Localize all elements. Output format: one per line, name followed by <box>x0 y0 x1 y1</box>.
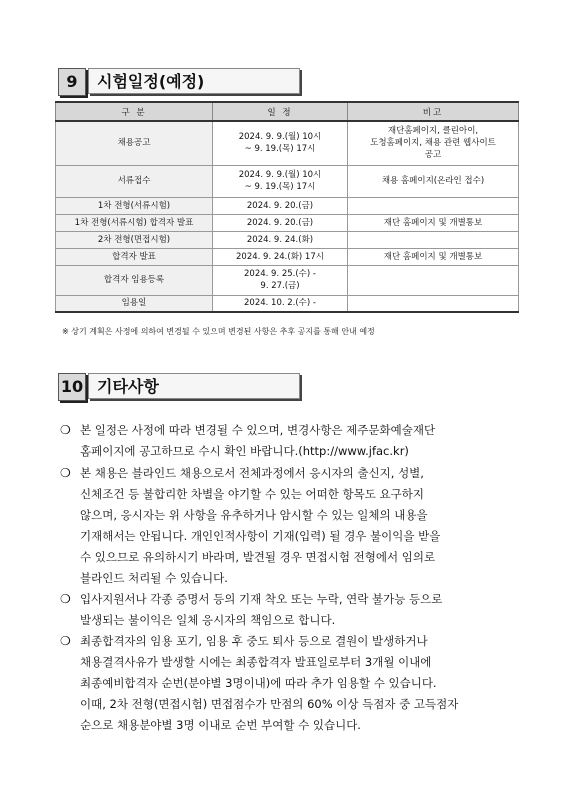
section-10-number: 10 <box>58 373 86 401</box>
row-category-cell: 합격자 임용등록 <box>56 265 213 295</box>
row-note-cell <box>348 231 519 248</box>
notice-item <box>60 463 522 589</box>
row-note-cell: 재단 홈페이지 및 개별통보 <box>348 214 519 231</box>
header-category: 구 분 <box>56 102 213 121</box>
bullet-icon: ❍ <box>60 423 71 437</box>
notice-item-text: 본 채용은 블라인드 채용으로서 전체과정에서 응시자의 출신지, 성별, 신체조건 등 불합리한 차별을 야기할 수 있는 어떠한 항목도 요구하지 않으며, 응시자는 위 사항을 유추하거나 암시할 수 있는 일체의 내용을 기재해서는 안됩니다. 개인인적사항이 기재(입력) 될 경우 불이익을 받을 수 있으므로 유의하시기 바라며, 발견될 경우 면접시험 전형에서 임의로 블라인드 처리될 수 있습니다. <box>80 466 441 585</box>
bullet-icon: ❍ <box>60 592 71 606</box>
row-category-cell: 서류접수 <box>56 165 213 197</box>
row-schedule-cell: 2024. 9. 24.(화) 17시 <box>213 248 348 265</box>
row-schedule-cell: 2024. 9. 24.(화) <box>213 231 348 248</box>
table-row <box>56 295 519 312</box>
table-row <box>56 214 519 231</box>
notice-item-text: 입사지원서나 각종 증명서 등의 기재 착오 또는 누락, 연락 불가능 등으로 발생되는 불이익은 일체 응시자의 책임으로 합니다. <box>80 592 443 627</box>
table-row <box>56 197 519 214</box>
row-category-cell: 1차 전형(서류시험) 합격자 발표 <box>56 214 213 231</box>
table-row <box>56 165 519 197</box>
row-category-cell: 채용공고 <box>56 121 213 165</box>
table-row <box>56 121 519 165</box>
header-schedule: 일 정 <box>213 102 348 121</box>
row-schedule-cell: 2024. 9. 9.(월) 10시 ~ 9. 19.(목) 17시 <box>213 121 348 165</box>
bullet-icon: ❍ <box>60 466 71 480</box>
schedule-footnote: ※ 상기 계획은 사정에 의하여 변경될 수 있으며 변경된 사항은 추후 공지를 통해 안내 예정 <box>62 327 375 336</box>
row-category-cell: 합격자 발표 <box>56 248 213 265</box>
section-9-title: 시험일정(예정) <box>88 68 300 94</box>
row-note-cell: 재단홈페이지, 클린아이, 도청홈페이지, 채용 관련 웹사이트 공고 <box>348 121 519 165</box>
notice-item <box>60 589 522 631</box>
table-row <box>56 231 519 248</box>
table-row <box>56 248 519 265</box>
section-9-number: 9 <box>58 68 86 96</box>
row-schedule-cell: 2024. 10. 2.(수) - <box>213 295 348 312</box>
notice-item-text: 최종합격자의 임용 포기, 임용 후 중도 퇴사 등으로 결원이 발생하거나 채용결격사유가 발생할 시에는 최종합격자 발표일로부터 3개월 이내에 최종예비합격자 순번(분야별 3명이내)에 따라 추가 임용할 수 있습니다. 이때, 2차 전형(면접시험) 면접점수가 만점의 60% 이상 득점자 중 고득점자 순으로 채용분야별 3명 이내로 순번 부여할 수 있습니다. <box>80 634 459 732</box>
notice-item <box>60 631 522 736</box>
notice-item-text: 본 일정은 사정에 따라 변경될 수 있으며, 변경사항은 제주문화예술재단 홈페이지에 공고하므로 수시 확인 바랍니다.(http://www.jfac.kr) <box>80 423 436 458</box>
row-category-cell: 임용일 <box>56 295 213 312</box>
row-note-cell <box>348 197 519 214</box>
row-category-cell: 1차 전형(서류시험) <box>56 197 213 214</box>
row-note-cell <box>348 265 519 295</box>
row-schedule-cell: 2024. 9. 25.(수) - 9. 27.(금) <box>213 265 348 295</box>
bullet-icon: ❍ <box>60 634 71 648</box>
row-note-cell <box>348 295 519 312</box>
section-10-header <box>58 373 302 401</box>
row-schedule-cell: 2024. 9. 20.(금) <box>213 214 348 231</box>
table-row <box>56 265 519 295</box>
table-header-row <box>56 102 519 121</box>
row-schedule-cell: 2024. 9. 9.(월) 10시 ~ 9. 19.(목) 17시 <box>213 165 348 197</box>
schedule-table <box>55 101 519 313</box>
row-note-cell: 채용 홈페이지(온라인 접수) <box>348 165 519 197</box>
section-10-title: 기타사항 <box>88 373 300 399</box>
row-category-cell: 2차 전형(면접시험) <box>56 231 213 248</box>
row-note-cell: 재단 홈페이지 및 개별통보 <box>348 248 519 265</box>
row-schedule-cell: 2024. 9. 20.(금) <box>213 197 348 214</box>
section-9-header <box>58 68 302 96</box>
header-note: 비고 <box>348 102 519 121</box>
notice-item <box>60 420 522 462</box>
